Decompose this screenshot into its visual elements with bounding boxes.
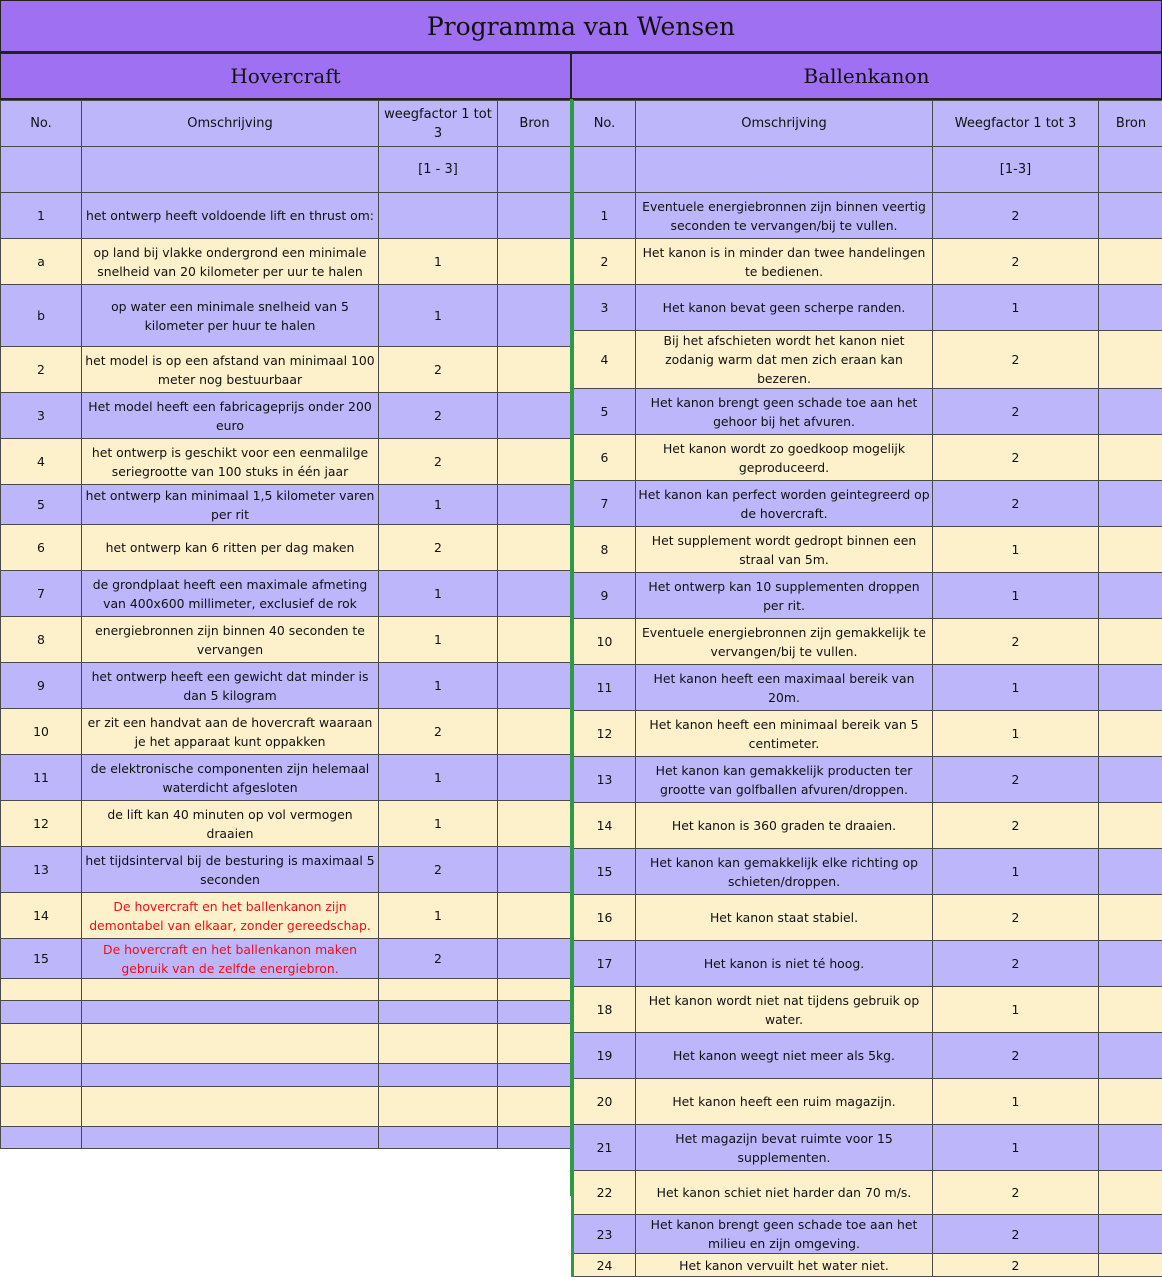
row-description: energiebronnen zijn binnen 40 seconden te vervangen bbox=[82, 617, 379, 663]
row-source bbox=[498, 617, 572, 663]
row-description: De hovercraft en het ballenkanon maken gebruik van de zelfde energiebron. bbox=[82, 939, 379, 979]
table-row bbox=[573, 1254, 1162, 1277]
row-source bbox=[1099, 619, 1162, 665]
table-row bbox=[573, 435, 1162, 481]
empty-cell bbox=[1, 1001, 82, 1024]
row-number: 17 bbox=[573, 941, 636, 987]
header-row bbox=[573, 101, 1162, 147]
row-description: Het model heeft een fabricageprijs onder 200 euro bbox=[82, 393, 379, 439]
row-weight: 2 bbox=[933, 1215, 1099, 1254]
empty-cell bbox=[1, 979, 82, 1001]
empty-cell bbox=[1, 1064, 82, 1087]
row-source bbox=[1099, 481, 1162, 527]
row-description: Het kanon is in minder dan twee handelingen te bedienen. bbox=[636, 239, 933, 285]
ballenkanon-table bbox=[571, 100, 1162, 1277]
row-weight: 2 bbox=[933, 1171, 1099, 1215]
row-source bbox=[1099, 573, 1162, 619]
row-description: Het kanon brengt geen schade toe aan het milieu en zijn omgeving. bbox=[636, 1215, 933, 1254]
empty-row bbox=[1, 1127, 572, 1149]
scale-row bbox=[1, 147, 572, 193]
row-weight: 1 bbox=[379, 285, 498, 347]
row-weight: 2 bbox=[379, 525, 498, 571]
row-weight: 2 bbox=[379, 393, 498, 439]
row-number: 11 bbox=[1, 755, 82, 801]
row-source bbox=[498, 893, 572, 939]
row-weight: 2 bbox=[933, 193, 1099, 239]
row-description: het ontwerp kan minimaal 1,5 kilometer varen per rit bbox=[82, 485, 379, 525]
row-weight: 2 bbox=[933, 757, 1099, 803]
row-number: 2 bbox=[573, 239, 636, 285]
row-weight: 2 bbox=[379, 709, 498, 755]
table-row bbox=[1, 393, 572, 439]
table-row bbox=[573, 757, 1162, 803]
empty-cell bbox=[82, 1127, 379, 1149]
table-row bbox=[1, 939, 572, 979]
row-source bbox=[1099, 711, 1162, 757]
row-weight: 2 bbox=[933, 481, 1099, 527]
row-description: Het ontwerp kan 10 supplementen droppen per rit. bbox=[636, 573, 933, 619]
row-number: 21 bbox=[573, 1125, 636, 1171]
table-row bbox=[573, 849, 1162, 895]
row-source bbox=[498, 393, 572, 439]
table-row bbox=[573, 1171, 1162, 1215]
table-row bbox=[573, 711, 1162, 757]
row-number: 7 bbox=[573, 481, 636, 527]
row-description: het ontwerp heeft voldoende lift en thrust om: bbox=[82, 193, 379, 239]
empty-cell bbox=[498, 1087, 572, 1127]
row-description: het ontwerp kan 6 ritten per dag maken bbox=[82, 525, 379, 571]
row-number: 12 bbox=[573, 711, 636, 757]
empty-cell bbox=[82, 1064, 379, 1087]
table-row bbox=[1, 709, 572, 755]
row-number: 8 bbox=[573, 527, 636, 573]
row-number: 1 bbox=[1, 193, 82, 239]
row-number: 20 bbox=[573, 1079, 636, 1125]
empty-cell bbox=[1, 1127, 82, 1149]
row-description: er zit een handvat aan de hovercraft waaraan je het apparaat kunt oppakken bbox=[82, 709, 379, 755]
row-number: 11 bbox=[573, 665, 636, 711]
empty-row bbox=[1, 1064, 572, 1087]
table-row bbox=[573, 527, 1162, 573]
empty-cell bbox=[498, 1064, 572, 1087]
row-number: 8 bbox=[1, 617, 82, 663]
empty-row bbox=[1, 1001, 572, 1024]
row-description: de lift kan 40 minuten op vol vermogen draaien bbox=[82, 801, 379, 847]
row-description: Het kanon weegt niet meer als 5kg. bbox=[636, 1033, 933, 1079]
row-source bbox=[1099, 435, 1162, 481]
row-source bbox=[498, 439, 572, 485]
table-row bbox=[573, 1215, 1162, 1254]
row-source bbox=[1099, 331, 1162, 389]
empty-cell bbox=[82, 1087, 379, 1127]
row-weight: 1 bbox=[933, 527, 1099, 573]
row-description: Bij het afschieten wordt het kanon niet zodanig warm dat men zich eraan kan bezeren. bbox=[636, 331, 933, 389]
row-number: 7 bbox=[1, 571, 82, 617]
row-source bbox=[1099, 389, 1162, 435]
row-description: Het kanon heeft een minimaal bereik van 5 centimeter. bbox=[636, 711, 933, 757]
scale-cell-empty bbox=[636, 147, 933, 193]
row-weight: 1 bbox=[933, 711, 1099, 757]
row-weight: 2 bbox=[933, 803, 1099, 849]
row-source bbox=[498, 755, 572, 801]
empty-row bbox=[1, 1087, 572, 1127]
row-number: 5 bbox=[1, 485, 82, 525]
row-description: Het kanon brengt geen schade toe aan het gehoor bij het afvuren. bbox=[636, 389, 933, 435]
empty-cell bbox=[82, 1024, 379, 1064]
row-number: 23 bbox=[573, 1215, 636, 1254]
row-number: b bbox=[1, 285, 82, 347]
row-number: 4 bbox=[1, 439, 82, 485]
row-source bbox=[498, 939, 572, 979]
page-title: Programma van Wensen bbox=[0, 0, 1162, 53]
empty-cell bbox=[379, 1001, 498, 1024]
row-source bbox=[498, 525, 572, 571]
row-description: op water een minimale snelheid van 5 kilometer per huur te halen bbox=[82, 285, 379, 347]
scale-cell-empty bbox=[573, 147, 636, 193]
table-row bbox=[1, 193, 572, 239]
row-source bbox=[1099, 285, 1162, 331]
row-number: 14 bbox=[573, 803, 636, 849]
row-weight: 1 bbox=[379, 239, 498, 285]
table-row bbox=[573, 665, 1162, 711]
row-number: 14 bbox=[1, 893, 82, 939]
column-header: No. bbox=[1, 101, 82, 147]
row-weight: 2 bbox=[933, 1254, 1099, 1277]
weight-scale: [1 - 3] bbox=[379, 147, 498, 193]
row-source bbox=[1099, 987, 1162, 1033]
table-row bbox=[1, 285, 572, 347]
row-number: 13 bbox=[573, 757, 636, 803]
row-number: 15 bbox=[1, 939, 82, 979]
scale-cell-empty bbox=[1099, 147, 1162, 193]
table-row bbox=[573, 573, 1162, 619]
table-row bbox=[1, 893, 572, 939]
table-row bbox=[573, 239, 1162, 285]
row-weight: 1 bbox=[379, 755, 498, 801]
row-description: het tijdsinterval bij de besturing is maximaal 5 seconden bbox=[82, 847, 379, 893]
row-source bbox=[1099, 849, 1162, 895]
row-source bbox=[1099, 1033, 1162, 1079]
table-row bbox=[573, 1125, 1162, 1171]
empty-cell bbox=[498, 979, 572, 1001]
empty-cell bbox=[498, 1001, 572, 1024]
hovercraft-table bbox=[0, 100, 572, 1149]
row-weight: 2 bbox=[933, 941, 1099, 987]
table-row bbox=[1, 617, 572, 663]
scale-cell-empty bbox=[1, 147, 82, 193]
row-source bbox=[498, 193, 572, 239]
row-weight: 2 bbox=[379, 939, 498, 979]
row-number: 16 bbox=[573, 895, 636, 941]
empty-row bbox=[1, 979, 572, 1001]
row-source bbox=[498, 239, 572, 285]
row-description: Het kanon bevat geen scherpe randen. bbox=[636, 285, 933, 331]
row-number: 10 bbox=[573, 619, 636, 665]
row-weight: 2 bbox=[379, 847, 498, 893]
row-number: 13 bbox=[1, 847, 82, 893]
row-description: Het kanon vervuilt het water niet. bbox=[636, 1254, 933, 1277]
row-number: 6 bbox=[573, 435, 636, 481]
row-source bbox=[1099, 665, 1162, 711]
empty-row bbox=[1, 1024, 572, 1064]
row-number: 6 bbox=[1, 525, 82, 571]
row-source bbox=[1099, 527, 1162, 573]
row-source bbox=[498, 663, 572, 709]
row-number: 9 bbox=[573, 573, 636, 619]
row-number: 12 bbox=[1, 801, 82, 847]
table-row bbox=[1, 485, 572, 525]
row-description: Het kanon wordt niet nat tijdens gebruik op water. bbox=[636, 987, 933, 1033]
row-number: 10 bbox=[1, 709, 82, 755]
row-weight: 1 bbox=[933, 987, 1099, 1033]
empty-cell bbox=[82, 979, 379, 1001]
table-row bbox=[573, 895, 1162, 941]
row-description: de elektronische componenten zijn helemaal waterdicht afgesloten bbox=[82, 755, 379, 801]
row-weight: 1 bbox=[933, 1125, 1099, 1171]
row-description: het model is op een afstand van minimaal 100 meter nog bestuurbaar bbox=[82, 347, 379, 393]
empty-cell bbox=[379, 1087, 498, 1127]
row-description: het ontwerp heeft een gewicht dat minder is dan 5 kilogram bbox=[82, 663, 379, 709]
column-header: Bron bbox=[1099, 101, 1162, 147]
row-number: 3 bbox=[573, 285, 636, 331]
ballenkanon-heading: Ballenkanon bbox=[571, 53, 1162, 100]
weight-scale: [1-3] bbox=[933, 147, 1099, 193]
column-header: Weegfactor 1 tot 3 bbox=[933, 101, 1099, 147]
row-weight: 1 bbox=[379, 571, 498, 617]
row-number: 5 bbox=[573, 389, 636, 435]
row-source bbox=[1099, 239, 1162, 285]
row-weight: 1 bbox=[379, 893, 498, 939]
table-row bbox=[573, 389, 1162, 435]
row-weight: 1 bbox=[379, 485, 498, 525]
row-weight: 1 bbox=[933, 573, 1099, 619]
row-description: Het kanon is niet té hoog. bbox=[636, 941, 933, 987]
column-header: weegfactor 1 tot 3 bbox=[379, 101, 498, 147]
row-weight: 2 bbox=[379, 439, 498, 485]
row-description: Het kanon is 360 graden te draaien. bbox=[636, 803, 933, 849]
column-header: Omschrijving bbox=[82, 101, 379, 147]
row-description: Het kanon wordt zo goedkoop mogelijk geproduceerd. bbox=[636, 435, 933, 481]
row-weight: 2 bbox=[933, 435, 1099, 481]
table-row bbox=[573, 285, 1162, 331]
row-weight: 2 bbox=[933, 1033, 1099, 1079]
row-source bbox=[1099, 1125, 1162, 1171]
row-weight: 2 bbox=[933, 239, 1099, 285]
row-number: 1 bbox=[573, 193, 636, 239]
scale-cell-empty bbox=[82, 147, 379, 193]
row-source bbox=[1099, 803, 1162, 849]
table-row bbox=[1, 571, 572, 617]
row-weight: 2 bbox=[933, 389, 1099, 435]
row-source bbox=[498, 485, 572, 525]
row-source bbox=[1099, 941, 1162, 987]
table-row bbox=[573, 193, 1162, 239]
row-number: 15 bbox=[573, 849, 636, 895]
row-source bbox=[1099, 193, 1162, 239]
row-number: 19 bbox=[573, 1033, 636, 1079]
column-header: Bron bbox=[498, 101, 572, 147]
row-description: De hovercraft en het ballenkanon zijn demontabel van elkaar, zonder gereedschap. bbox=[82, 893, 379, 939]
row-source bbox=[498, 847, 572, 893]
row-source bbox=[1099, 1215, 1162, 1254]
row-weight: 1 bbox=[379, 617, 498, 663]
row-number: 22 bbox=[573, 1171, 636, 1215]
table-row bbox=[573, 803, 1162, 849]
section-divider bbox=[570, 99, 573, 1196]
table-row bbox=[573, 331, 1162, 389]
row-description: Het supplement wordt gedropt binnen een straal van 5m. bbox=[636, 527, 933, 573]
table-row bbox=[573, 619, 1162, 665]
empty-cell bbox=[379, 1024, 498, 1064]
row-number: a bbox=[1, 239, 82, 285]
table-row bbox=[1, 755, 572, 801]
table-row bbox=[573, 987, 1162, 1033]
row-source bbox=[498, 709, 572, 755]
empty-cell bbox=[1, 1087, 82, 1127]
row-weight: 1 bbox=[933, 665, 1099, 711]
row-weight: 1 bbox=[933, 1079, 1099, 1125]
row-weight: 1 bbox=[933, 285, 1099, 331]
empty-cell bbox=[1, 1024, 82, 1064]
table-row bbox=[573, 481, 1162, 527]
table-row bbox=[1, 525, 572, 571]
scale-row bbox=[573, 147, 1162, 193]
row-description: Het magazijn bevat ruimte voor 15 supplementen. bbox=[636, 1125, 933, 1171]
empty-cell bbox=[498, 1024, 572, 1064]
hovercraft-heading: Hovercraft bbox=[0, 53, 571, 100]
row-description: Het kanon staat stabiel. bbox=[636, 895, 933, 941]
row-number: 24 bbox=[573, 1254, 636, 1277]
row-description: het ontwerp is geschikt voor een eenmalilge seriegrootte van 100 stuks in één jaar bbox=[82, 439, 379, 485]
row-description: Het kanon heeft een ruim magazijn. bbox=[636, 1079, 933, 1125]
row-weight: 1 bbox=[933, 849, 1099, 895]
row-description: Het kanon heeft een maximaal bereik van 20m. bbox=[636, 665, 933, 711]
row-description: Het kanon kan perfect worden geintegreerd op de hovercraft. bbox=[636, 481, 933, 527]
row-source bbox=[498, 347, 572, 393]
table-row bbox=[573, 941, 1162, 987]
row-weight: 2 bbox=[933, 331, 1099, 389]
empty-cell bbox=[379, 1127, 498, 1149]
table-row bbox=[573, 1079, 1162, 1125]
empty-cell bbox=[82, 1001, 379, 1024]
row-weight: 2 bbox=[933, 619, 1099, 665]
row-weight: 2 bbox=[379, 347, 498, 393]
row-source bbox=[1099, 895, 1162, 941]
table-row bbox=[573, 1033, 1162, 1079]
row-number: 3 bbox=[1, 393, 82, 439]
table-row bbox=[1, 663, 572, 709]
header-row bbox=[1, 101, 572, 147]
row-description: Eventuele energiebronnen zijn binnen veertig seconden te vervangen/bij te vullen. bbox=[636, 193, 933, 239]
table-row bbox=[1, 239, 572, 285]
scale-cell-empty bbox=[498, 147, 572, 193]
row-number: 9 bbox=[1, 663, 82, 709]
row-weight: 1 bbox=[379, 801, 498, 847]
row-description: Het kanon schiet niet harder dan 70 m/s. bbox=[636, 1171, 933, 1215]
table-row bbox=[1, 347, 572, 393]
row-source bbox=[1099, 1171, 1162, 1215]
row-source bbox=[1099, 1254, 1162, 1277]
empty-cell bbox=[379, 979, 498, 1001]
row-source bbox=[498, 571, 572, 617]
row-description: Eventuele energiebronnen zijn gemakkelijk te vervangen/bij te vullen. bbox=[636, 619, 933, 665]
row-number: 2 bbox=[1, 347, 82, 393]
row-weight bbox=[379, 193, 498, 239]
table-row bbox=[1, 847, 572, 893]
empty-cell bbox=[498, 1127, 572, 1149]
row-source bbox=[1099, 1079, 1162, 1125]
empty-cell bbox=[379, 1064, 498, 1087]
row-weight: 1 bbox=[379, 663, 498, 709]
table-row bbox=[1, 439, 572, 485]
column-header: No. bbox=[573, 101, 636, 147]
row-description: Het kanon kan gemakkelijk producten ter grootte van golfballen afvuren/droppen. bbox=[636, 757, 933, 803]
row-description: Het kanon kan gemakkelijk elke richting op schieten/droppen. bbox=[636, 849, 933, 895]
row-number: 18 bbox=[573, 987, 636, 1033]
row-source bbox=[1099, 757, 1162, 803]
row-weight: 2 bbox=[933, 895, 1099, 941]
column-header: Omschrijving bbox=[636, 101, 933, 147]
row-description: op land bij vlakke ondergrond een minimale snelheid van 20 kilometer per uur te halen bbox=[82, 239, 379, 285]
row-number: 4 bbox=[573, 331, 636, 389]
table-row bbox=[1, 801, 572, 847]
row-description: de grondplaat heeft een maximale afmeting van 400x600 millimeter, exclusief de rok bbox=[82, 571, 379, 617]
row-source bbox=[498, 801, 572, 847]
row-source bbox=[498, 285, 572, 347]
